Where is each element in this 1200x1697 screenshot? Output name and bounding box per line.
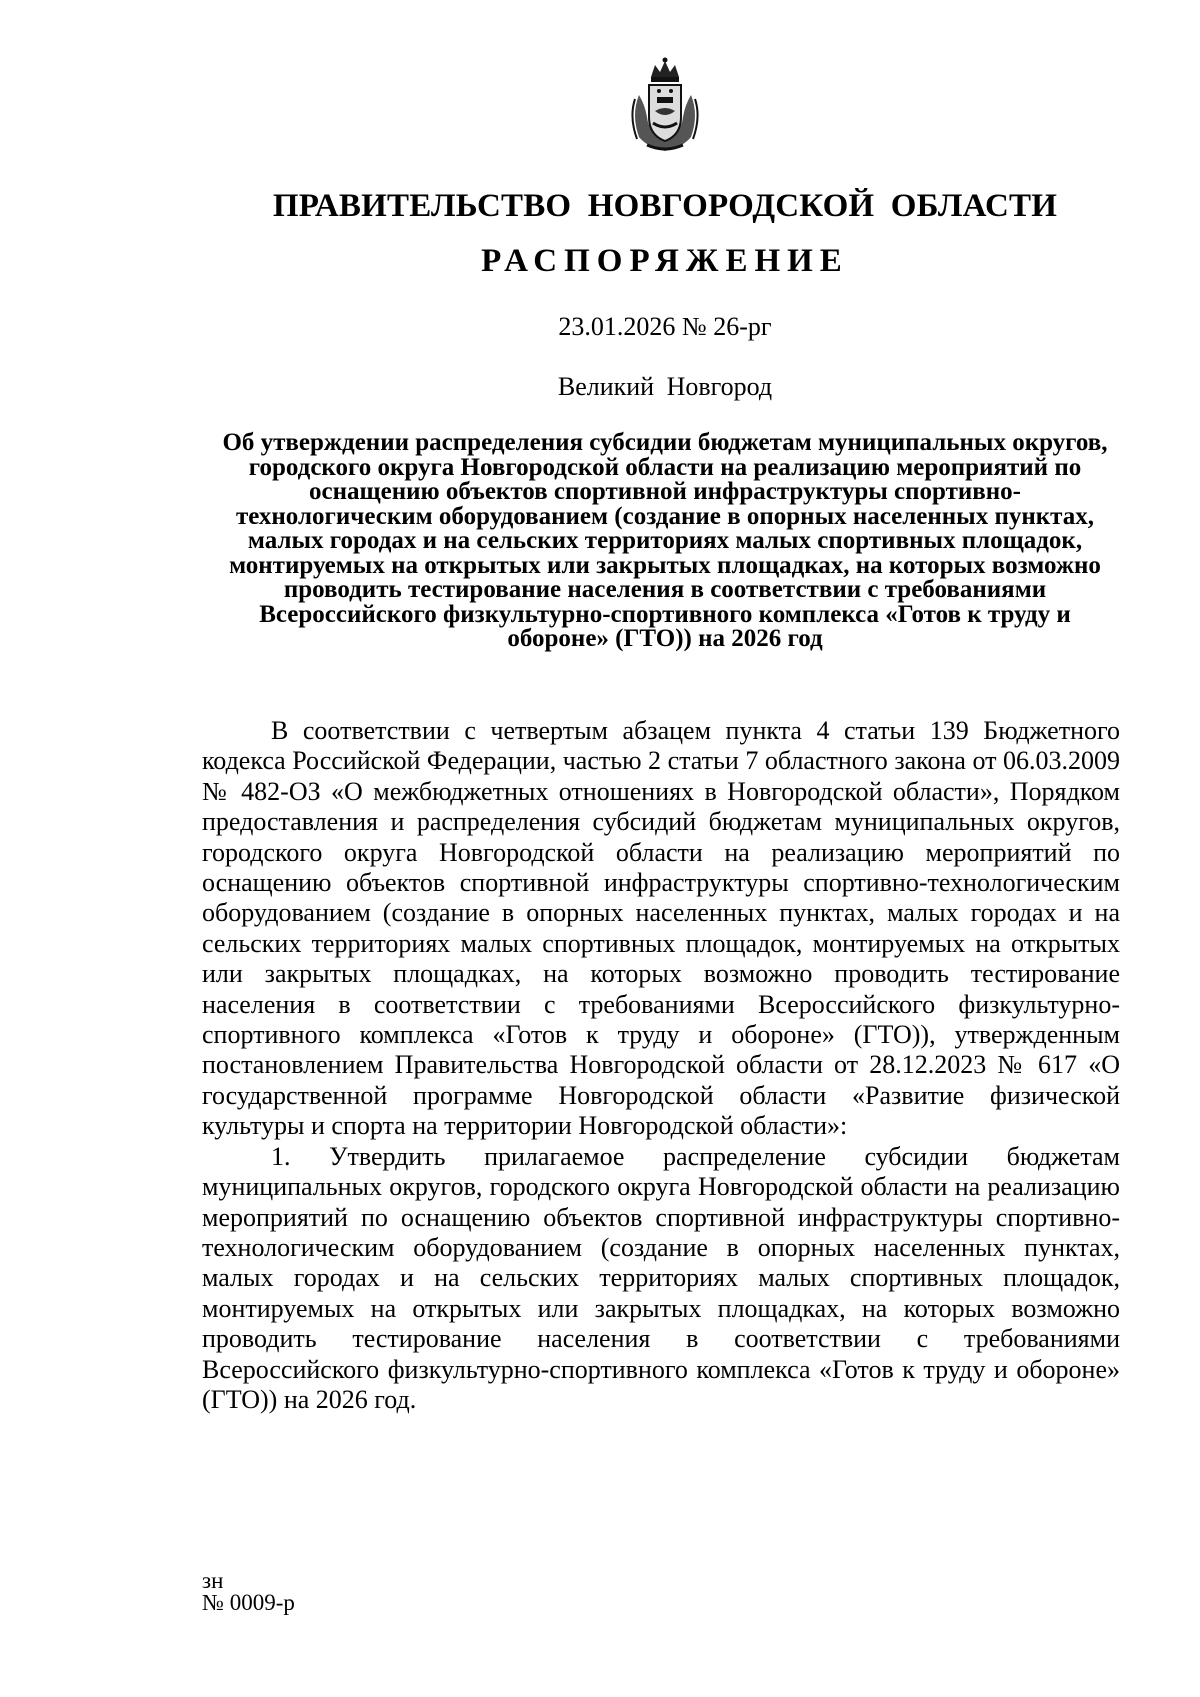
executor-initials: зн: [202, 1568, 224, 1593]
document-body: [202, 716, 1120, 1415]
document-type: РАСПОРЯЖЕНИЕ: [481, 243, 849, 279]
document-city: Великий Новгород: [557, 372, 773, 401]
document-footer: [202, 1570, 295, 1614]
body-paragraph-1: В соответствии с четвертым абзацем пункта 4 статьи 139 Бюджетного кодекса Российской Федерации, частью 2 статьи 7 областного закона от 06.03.2009 № 482-ОЗ «О межбюджетных отношениях в Новгородской области», Порядком предоставления и распределения субсидий бюджетам муниципальных округов, городского округа Новгородской области на реализацию мероприятий по оснащению объектов спортивной инфраструктуры спортивно-технологическим оборудованием (создание в опорных населенных пунктах, малых городах и на сельских территориях малых спортивных площадок, монтируемых на открытых или закрытых площадках, на которых возможно проводить тестирование населения в соответствии с требованиями Всероссийского физкультурно-спортивного комплекса «Готов к труду и обороне» (ГТО)), утвержденным постановлением Правительства Новгородской области от 28.12.2023 № 617 «О государственной программе Новгородской области «Развитие физической культуры и спорта на территории Новгородской области»:: [202, 716, 1120, 1141]
government-title: ПРАВИТЕЛЬСТВО НОВГОРОДСКОЙ ОБЛАСТИ: [272, 188, 1058, 224]
document-date-number: 23.01.2026 № 26-рг: [558, 312, 772, 341]
body-paragraph-2: 1. Утвердить прилагаемое распределение субсидии бюджетам муниципальных округов, городского округа Новгородской области на реализацию мероприятий по оснащению объектов спортивной инфраструктуры спортивно-технологическим оборудованием (создание в опорных населенных пунктах, малых городах и на сельских территориях малых спортивных площадок, монтируемых на открытых или закрытых площадках, на которых возможно проводить тестирование населения в соответствии с требованиями Всероссийского физкультурно-спортивного комплекса «Готов к труду и обороне» (ГТО)) на 2026 год.: [202, 1141, 1120, 1414]
document-subject: Об утверждении распределения субсидии бюджетам муниципальных округов, городского округа Новгородской области на реализацию мероприятий по оснащению объектов спортивной инфраструктуры спортивно-технологическим оборудованием (создание в опорных населенных пунктах, малых городах и на сельских территориях малых спортивных площадок, монтируемых на открытых или закрытых площадках, на которых возможно проводить тестирование населения в соответствии с требованиями Всероссийского физкультурно-спортивного комплекса «Готов к труду и обороне» (ГТО)) на 2026 год: [222, 429, 1108, 652]
novgorod-coat-of-arms-icon: [625, 55, 705, 155]
registry-number: № 0009-р: [202, 1590, 295, 1615]
